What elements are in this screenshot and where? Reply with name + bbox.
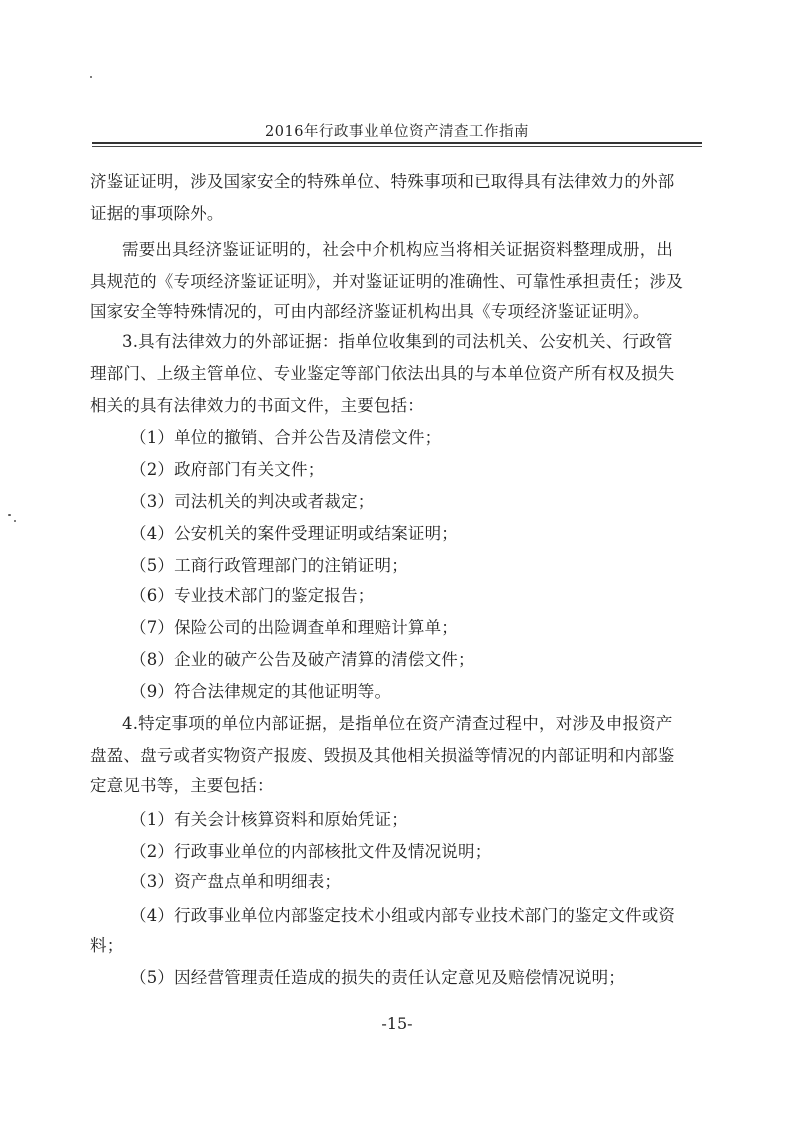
list-item: （2）政府部门有关文件； [130,460,325,479]
list-item: （5）工商行政管理部门的注销证明； [130,556,408,575]
list-item: （9）符合法律规定的其他证明等。 [130,682,392,701]
paragraph-line: 相关的具有法律效力的书面文件，主要包括： [90,396,424,415]
list-item: （2）行政事业单位的内部核批文件及情况说明； [130,842,492,861]
header-rule [92,142,702,144]
paragraph-line: 理部门、上级主管单位、专业鉴定等部门依法出具的与本单位资产所有权及损失 [90,364,675,383]
scan-speck [8,514,11,516]
paragraph-line: 料； [90,936,124,955]
header-rule [92,146,702,147]
list-item: （6）专业技术部门的鉴定报告； [130,586,375,605]
list-item: （1）有关会计核算资料和原始凭证； [130,810,408,829]
list-item: （5）因经营管理责任造成的损失的责任认定意见及赔偿情况说明； [130,968,625,987]
list-item: （7）保险公司的出险调查单和理赔计算单； [130,618,458,637]
running-header: 2016年行政事业单位资产清查工作指南 [265,124,529,140]
list-item: （3）资产盘点单和明细表； [130,872,342,891]
list-item: （3）司法机关的判决或者裁定； [130,492,375,511]
scan-speck [14,520,16,522]
paragraph-line: 具规范的《专项经济鉴证证明》，并对鉴证证明的准确性、可靠性承担责任；涉及 [90,272,683,291]
paragraph-line: 济鉴证证明，涉及国家安全的特殊单位、特殊事项和已取得具有法律效力的外部 [90,172,675,191]
page-number: -15- [381,1014,413,1033]
paragraph-line: 3.具有法律效力的外部证据：指单位收集到的司法机关、公安机关、行政管 [122,332,673,351]
paragraph-line: 盘盈、盘亏或者实物资产报废、毁损及其他相关损溢等情况的内部证明和内部鉴 [90,746,675,765]
paragraph-line: 证据的事项除外。 [90,204,224,223]
list-item: （1）单位的撤销、合并公告及清偿文件； [130,428,442,447]
paragraph-line: 4.特定事项的单位内部证据，是指单位在资产清查过程中，对涉及申报资产 [122,714,673,733]
scan-speck [90,76,92,78]
list-item: （8）企业的破产公告及破产清算的清偿文件； [130,650,475,669]
paragraph-line: 需要出具经济鉴证证明的，社会中介机构应当将相关证据资料整理成册，出 [122,240,674,259]
paragraph-line: 定意见书等，主要包括： [90,776,274,795]
list-item: （4）行政事业单位内部鉴定技术小组或内部专业技术部门的鉴定文件或资 [130,906,676,925]
paragraph-line: 国家安全等特殊情况的，可由内部经济鉴证机构出具《专项经济鉴证证明》。 [90,302,650,321]
list-item: （4）公安机关的案件受理证明或结案证明； [130,524,458,543]
